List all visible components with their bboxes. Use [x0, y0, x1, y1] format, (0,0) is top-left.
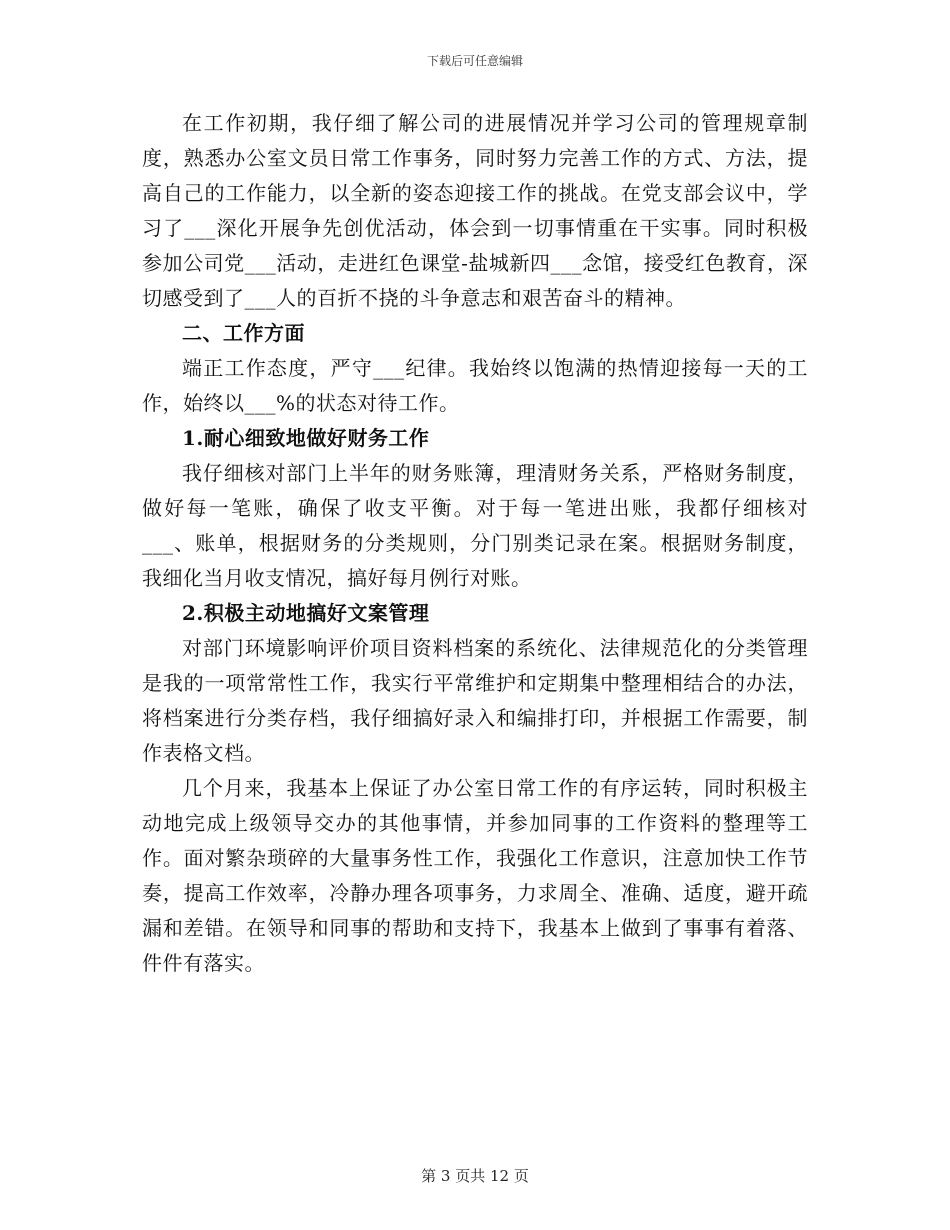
- section-heading-work: 二、工作方面: [182, 321, 305, 345]
- paragraph-work-beginning: 在工作初期，我仔细了解公司的进展情况并学习公司的管理规章制度，熟悉办公室文员日常工作事务，同时努力完善工作的方式、方法，提高自己的工作能力，以全新的姿态迎接工作的挑战。在党支部会议中，学习了___深化开展争先创优活动，体会到一切事情重在干实事。同时积极参加公司党___活动，走进红色课堂-盐城新四___念馆，接受红色教育，深切感受到了___人的百折不挠的斗争意志和艰苦奋斗的精神。: [142, 111, 808, 310]
- paragraph-documents: 对部门环境影响评价项目资料档案的系统化、法律规范化的分类管理是我的一项常常性工作，我实行平常维护和定期集中整理相结合的办法，将档案进行分类存档，我仔细搞好录入和编排打印，并根据工作需要，制作表格文档。: [142, 636, 808, 765]
- document-body: [142, 106, 808, 981]
- page-header: 下载后可任意编辑: [426, 54, 523, 68]
- subheading-documents: 2.积极主动地搞好文案管理: [182, 601, 430, 625]
- paragraph-finance: 我仔细核对部门上半年的财务账簿，理清财务关系，严格财务制度，做好每一笔账，确保了收支平衡。对于每一笔进出账，我都仔细核对___、账单，根据财务的分类规则，分门别类记录在案。根据财务制度，我细化当月收支情况，搞好每月例行对账。: [142, 461, 808, 590]
- paragraph-summary: 几个月来，我基本上保证了办公室日常工作的有序运转，同时积极主动地完成上级领导交办的其他事情，并参加同事的工作资料的整理等工作。面对繁杂琐碎的大量事务性工作，我强化工作意识，注意加快工作节奏，提高工作效率，冷静办理各项事务，力求周全、准确、适度，避开疏漏和差错。在领导和同事的帮助和支持下，我基本上做到了事事有着落、件件有落实。: [142, 776, 808, 975]
- page-number: 第 3 页共 12 页: [421, 1167, 529, 1185]
- paragraph-work-attitude: 端正工作态度，严守___纪律。我始终以饱满的热情迎接每一天的工作，始终以___%的状态对待工作。: [142, 356, 808, 415]
- subheading-finance: 1.耐心细致地做好财务工作: [182, 426, 430, 450]
